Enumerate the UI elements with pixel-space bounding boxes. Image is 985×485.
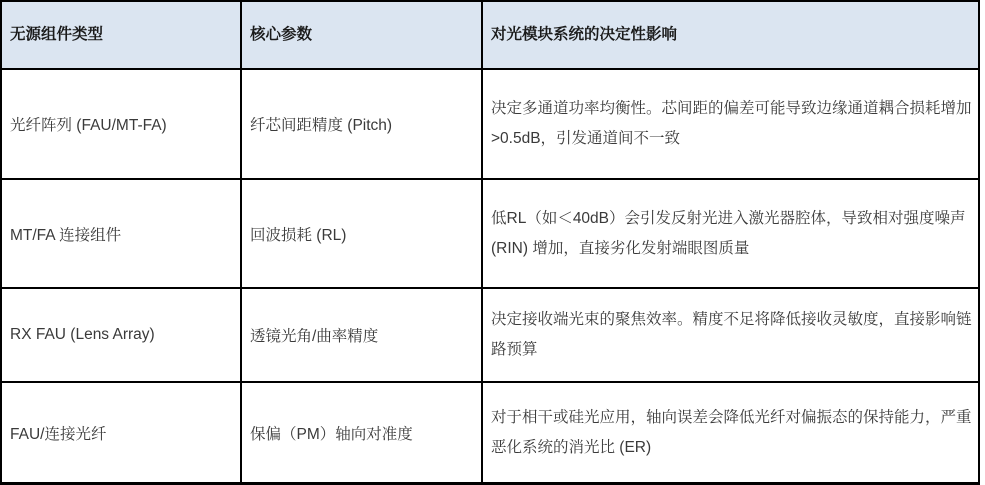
parameter-cell: 纤芯间距精度 (Pitch) bbox=[241, 69, 482, 179]
table-row bbox=[1, 382, 979, 484]
parameter-cell: 透镜光角/曲率精度 bbox=[241, 288, 482, 382]
table-row bbox=[1, 69, 979, 179]
component-cell: FAU/连接光纤 bbox=[1, 382, 241, 484]
header-system-impact: 对光模块系统的决定性影响 bbox=[482, 1, 979, 69]
header-core-parameter: 核心参数 bbox=[241, 1, 482, 69]
header-component-type: 无源组件类型 bbox=[1, 1, 241, 69]
impact-cell: 低RL（如＜40dB）会引发反射光进入激光器腔体，导致相对强度噪声 (RIN) 增加，直接劣化发射端眼图质量 bbox=[482, 179, 979, 288]
component-cell: 光纤阵列 (FAU/MT-FA) bbox=[1, 69, 241, 179]
impact-cell: 决定多通道功率均衡性。芯间距的偏差可能导致边缘通道耦合损耗增加>0.5dB，引发通道间不一致 bbox=[482, 69, 979, 179]
impact-cell: 对于相干或硅光应用，轴向误差会降低光纤对偏振态的保持能力，严重恶化系统的消光比 (ER) bbox=[482, 382, 979, 484]
table-row bbox=[1, 179, 979, 288]
table-header-row bbox=[1, 1, 979, 69]
table-row bbox=[1, 288, 979, 382]
parameter-cell: 回波损耗 (RL) bbox=[241, 179, 482, 288]
component-cell: MT/FA 连接组件 bbox=[1, 179, 241, 288]
component-cell: RX FAU (Lens Array) bbox=[1, 288, 241, 382]
impact-cell: 决定接收端光束的聚焦效率。精度不足将降低接收灵敏度，直接影响链路预算 bbox=[482, 288, 979, 382]
parameter-cell: 保偏（PM）轴向对准度 bbox=[241, 382, 482, 484]
